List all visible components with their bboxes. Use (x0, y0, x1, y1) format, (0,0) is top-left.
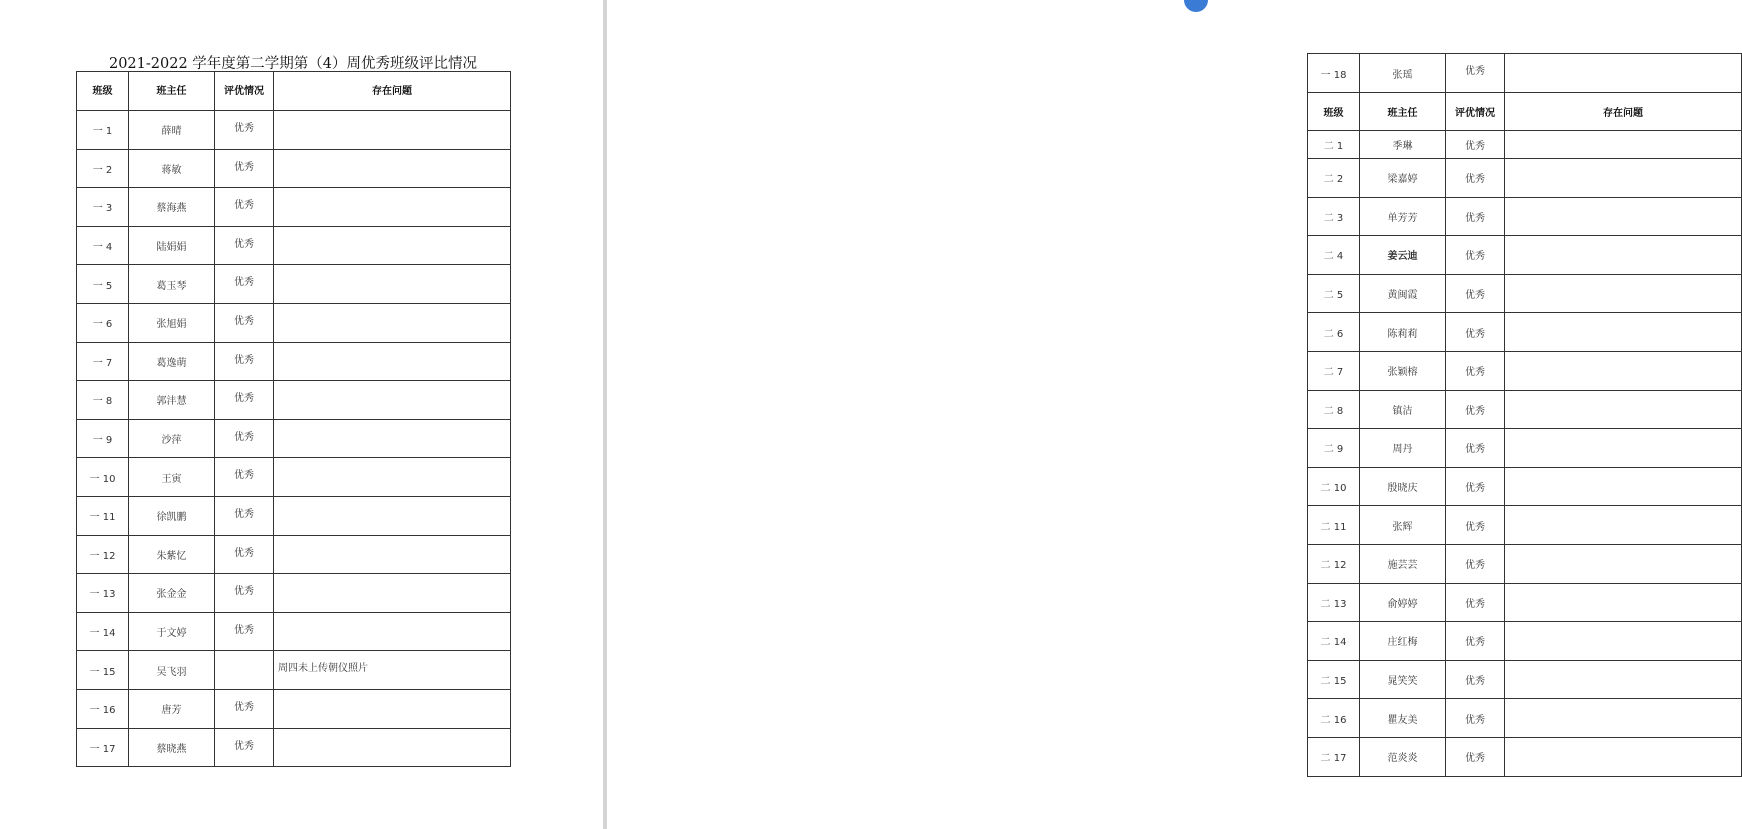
table-row (77, 728, 511, 767)
cell-issues (1505, 622, 1742, 661)
cell-class: 二 15 (1308, 660, 1360, 699)
cell-rating (215, 651, 274, 690)
cell-class: 一 6 (77, 303, 129, 342)
cell-class: 二 4 (1308, 236, 1360, 275)
table-row (77, 188, 511, 227)
cell-issues (1505, 274, 1742, 313)
cell-rating: 优秀 (1446, 429, 1505, 468)
cell-teacher: 单芳芳 (1360, 197, 1446, 236)
cell-rating: 优秀 (1446, 660, 1505, 699)
table-row (1308, 351, 1742, 390)
cell-issues (1505, 506, 1742, 545)
cell-issues (1505, 131, 1742, 159)
cell-issues (1505, 197, 1742, 236)
cell-rating: 优秀 (215, 342, 274, 381)
cell-class: 二 11 (1308, 506, 1360, 545)
cell-rating: 优秀 (215, 458, 274, 497)
cell-issues (1505, 737, 1742, 776)
cell-teacher: 晁笑笑 (1360, 660, 1446, 699)
header-issues: 存在问题 (1505, 93, 1742, 131)
table-row (1308, 131, 1742, 159)
evaluation-table-grade-1 (76, 71, 511, 767)
table-row (77, 496, 511, 535)
cell-teacher: 张金金 (129, 574, 215, 613)
cell-teacher: 季琳 (1360, 131, 1446, 159)
table-row (1308, 622, 1742, 661)
cell-rating: 优秀 (215, 149, 274, 188)
cell-class: 一 5 (77, 265, 129, 304)
cell-teacher: 张瑶 (1360, 54, 1446, 93)
table-row (1308, 390, 1742, 429)
table-row (77, 458, 511, 497)
cell-issues (274, 689, 511, 728)
cell-class: 二 14 (1308, 622, 1360, 661)
cell-teacher: 徐凯鹏 (129, 496, 215, 535)
document-title: 2021-2022 学年度第二学期第（4）周优秀班级评比情况 (108, 56, 478, 72)
cell-issues (1505, 660, 1742, 699)
table-row (77, 226, 511, 265)
cell-class: 一 17 (77, 728, 129, 767)
cell-class: 一 8 (77, 381, 129, 420)
table-row (1308, 737, 1742, 776)
cell-class: 二 10 (1308, 467, 1360, 506)
table-row (1308, 54, 1742, 93)
cell-issues (1505, 313, 1742, 352)
cell-class: 一 4 (77, 226, 129, 265)
cell-rating: 优秀 (1446, 622, 1505, 661)
table-row (77, 111, 511, 150)
cell-rating: 优秀 (215, 226, 274, 265)
cell-issues (1505, 699, 1742, 738)
table-header-row (1308, 93, 1742, 131)
cell-rating: 优秀 (1446, 544, 1505, 583)
cell-issues (274, 496, 511, 535)
cell-rating: 优秀 (1446, 54, 1505, 93)
cell-issues (274, 535, 511, 574)
cell-rating: 优秀 (1446, 313, 1505, 352)
table-row (77, 265, 511, 304)
table-row (1308, 274, 1742, 313)
table-row (1308, 236, 1742, 275)
cell-issues (274, 612, 511, 651)
table-row (1308, 159, 1742, 198)
table-row (77, 651, 511, 690)
header-rating: 评优情况 (215, 72, 274, 111)
header-teacher: 班主任 (1360, 93, 1446, 131)
cell-teacher: 俞婷婷 (1360, 583, 1446, 622)
table-row (1308, 544, 1742, 583)
cell-issues (1505, 583, 1742, 622)
cell-rating: 优秀 (1446, 351, 1505, 390)
cell-issues (274, 574, 511, 613)
cell-teacher: 唐芳 (129, 689, 215, 728)
cell-issues (1505, 390, 1742, 429)
cell-teacher: 庄红梅 (1360, 622, 1446, 661)
table-row (77, 381, 511, 420)
cell-rating: 优秀 (215, 265, 274, 304)
cell-issues: 周四未上传朝仪照片 (274, 651, 511, 690)
cell-class: 二 7 (1308, 351, 1360, 390)
cell-rating: 优秀 (1446, 583, 1505, 622)
cell-teacher: 郭沣慧 (129, 381, 215, 420)
header-issues: 存在问题 (274, 72, 511, 111)
cell-teacher: 沙萍 (129, 419, 215, 458)
cell-class: 二 17 (1308, 737, 1360, 776)
cell-class: 一 2 (77, 149, 129, 188)
cell-class: 一 13 (77, 574, 129, 613)
cell-issues (1505, 159, 1742, 198)
cell-rating: 优秀 (215, 689, 274, 728)
cell-teacher: 于文婷 (129, 612, 215, 651)
cell-rating: 优秀 (215, 574, 274, 613)
cell-issues (1505, 429, 1742, 468)
cell-issues (274, 458, 511, 497)
cell-issues (274, 728, 511, 767)
table-row (1308, 583, 1742, 622)
table-row (77, 535, 511, 574)
header-class: 班级 (77, 72, 129, 111)
cell-issues (1505, 467, 1742, 506)
cell-issues (274, 226, 511, 265)
table-header-row (77, 72, 511, 111)
corner-badge-icon (1184, 0, 1208, 12)
cell-class: 二 6 (1308, 313, 1360, 352)
table-row (77, 149, 511, 188)
cell-issues (1505, 544, 1742, 583)
cell-issues (274, 149, 511, 188)
table-row (77, 342, 511, 381)
cell-class: 二 8 (1308, 390, 1360, 429)
cell-rating: 优秀 (215, 381, 274, 420)
cell-class: 二 16 (1308, 699, 1360, 738)
cell-teacher: 张辉 (1360, 506, 1446, 545)
cell-teacher: 吴飞羽 (129, 651, 215, 690)
cell-teacher: 镇洁 (1360, 390, 1446, 429)
header-teacher: 班主任 (129, 72, 215, 111)
cell-rating: 优秀 (215, 419, 274, 458)
cell-rating: 优秀 (215, 111, 274, 150)
cell-rating: 优秀 (1446, 467, 1505, 506)
table-row (77, 689, 511, 728)
table-row (77, 303, 511, 342)
cell-class: 一 1 (77, 111, 129, 150)
cell-teacher: 梁嘉婷 (1360, 159, 1446, 198)
cell-rating: 优秀 (215, 496, 274, 535)
cell-teacher: 范炎炎 (1360, 737, 1446, 776)
cell-teacher: 周丹 (1360, 429, 1446, 468)
cell-class: 一 14 (77, 612, 129, 651)
table-row (1308, 660, 1742, 699)
cell-teacher: 姜云迪 (1360, 236, 1446, 275)
cell-class: 二 5 (1308, 274, 1360, 313)
cell-class: 一 10 (77, 458, 129, 497)
cell-class: 二 1 (1308, 131, 1360, 159)
table-row (1308, 429, 1742, 468)
cell-class: 一 18 (1308, 54, 1360, 93)
cell-rating: 优秀 (215, 728, 274, 767)
cell-teacher: 瞿友美 (1360, 699, 1446, 738)
cell-class: 一 7 (77, 342, 129, 381)
table-row (77, 574, 511, 613)
cell-rating: 优秀 (1446, 159, 1505, 198)
cell-teacher: 陈莉莉 (1360, 313, 1446, 352)
cell-teacher: 陆娟娟 (129, 226, 215, 265)
cell-class: 二 3 (1308, 197, 1360, 236)
cell-issues (274, 303, 511, 342)
cell-teacher: 蔡晓燕 (129, 728, 215, 767)
cell-teacher: 葛逸萌 (129, 342, 215, 381)
document-page-right (607, 0, 1643, 829)
cell-teacher: 施芸芸 (1360, 544, 1446, 583)
cell-rating: 优秀 (215, 535, 274, 574)
cell-teacher: 薛晴 (129, 111, 215, 150)
cell-class: 二 12 (1308, 544, 1360, 583)
table-row (1308, 506, 1742, 545)
cell-class: 二 13 (1308, 583, 1360, 622)
cell-teacher: 黄闽霞 (1360, 274, 1446, 313)
cell-rating: 优秀 (1446, 699, 1505, 738)
cell-issues (1505, 236, 1742, 275)
cell-rating: 优秀 (215, 612, 274, 651)
cell-class: 一 9 (77, 419, 129, 458)
table-row (77, 612, 511, 651)
cell-class: 二 2 (1308, 159, 1360, 198)
cell-issues (1505, 351, 1742, 390)
cell-class: 一 16 (77, 689, 129, 728)
cell-teacher: 朱紫忆 (129, 535, 215, 574)
cell-class: 二 9 (1308, 429, 1360, 468)
header-rating: 评优情况 (1446, 93, 1505, 131)
cell-class: 一 15 (77, 651, 129, 690)
cell-rating: 优秀 (1446, 274, 1505, 313)
cell-teacher: 张旭娟 (129, 303, 215, 342)
cell-rating: 优秀 (215, 188, 274, 227)
cell-rating: 优秀 (1446, 506, 1505, 545)
header-class: 班级 (1308, 93, 1360, 131)
cell-rating: 优秀 (1446, 236, 1505, 275)
evaluation-table-grade-2 (1307, 53, 1742, 777)
cell-teacher: 张颖榕 (1360, 351, 1446, 390)
cell-teacher: 蔡海燕 (129, 188, 215, 227)
table-row (1308, 467, 1742, 506)
cell-issues (274, 419, 511, 458)
cell-rating: 优秀 (1446, 131, 1505, 159)
cell-issues (274, 111, 511, 150)
table-row (77, 419, 511, 458)
document-page-left (0, 0, 603, 829)
table-row (1308, 313, 1742, 352)
cell-issues (274, 265, 511, 304)
cell-issues (274, 381, 511, 420)
cell-issues (274, 342, 511, 381)
cell-teacher: 葛玉琴 (129, 265, 215, 304)
cell-class: 一 12 (77, 535, 129, 574)
cell-teacher: 殷晓庆 (1360, 467, 1446, 506)
cell-rating: 优秀 (1446, 390, 1505, 429)
cell-teacher: 蒋敏 (129, 149, 215, 188)
cell-issues (1505, 54, 1742, 93)
cell-issues (274, 188, 511, 227)
cell-class: 一 3 (77, 188, 129, 227)
table-row (1308, 197, 1742, 236)
cell-teacher: 王寅 (129, 458, 215, 497)
cell-rating: 优秀 (215, 303, 274, 342)
cell-rating: 优秀 (1446, 737, 1505, 776)
table-row (1308, 699, 1742, 738)
cell-rating: 优秀 (1446, 197, 1505, 236)
cell-class: 一 11 (77, 496, 129, 535)
